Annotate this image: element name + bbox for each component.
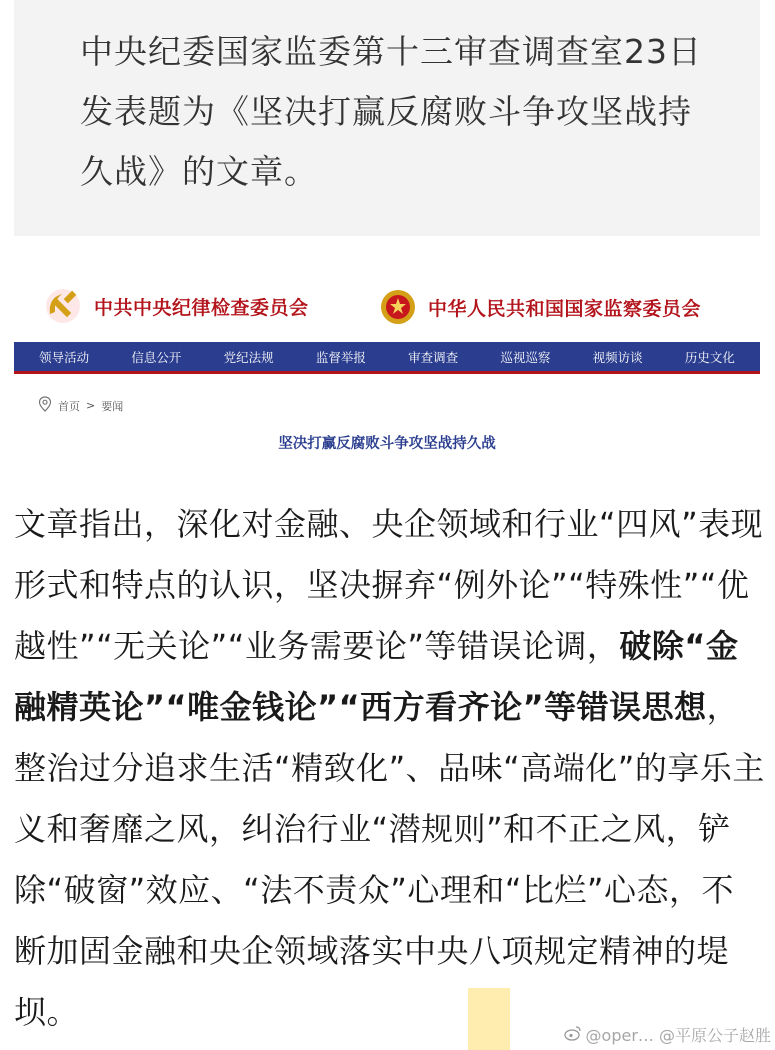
nav-item[interactable]: 视频访谈 (592, 349, 643, 365)
location-pin-icon (38, 396, 52, 415)
website-screenshot (14, 262, 760, 462)
nav-item[interactable]: 信息公开 (131, 349, 182, 365)
org-name-ccdi: 中共中央纪律检查委员会 (94, 296, 309, 319)
breadcrumb-current: 要闻 (101, 399, 124, 413)
intro-quote-block (14, 0, 760, 236)
breadcrumb-home[interactable]: 首页 (58, 399, 80, 413)
nav-item[interactable]: 领导活动 (39, 349, 90, 365)
nav-item[interactable]: 历史文化 (684, 349, 735, 365)
body-part-3: ，整治过分追求生活“精致化”、品味“高端化”的享乐主义和奢靡之风，纠治行业“潜规则”和不正之风，铲除“破窗”效应、“法不责众”心理和“比烂”心态，不断加固金融和央企领域落实中央八项规定精神的堤坝。 (14, 688, 765, 1031)
body-part-1: 文章指出，深化对金融、央企领域和行业“四风”表现形式和特点的认识，坚决摒弃“例外论”“特殊性”“优越性”“无关论”“业务需要论”等错误论调， (14, 505, 764, 665)
org-name-nsc: 中华人民共和国国家监察委员会 (428, 297, 702, 320)
body-part-bold: 破除“金融精英论”“唯金钱论”“西方看齐论”等错误思想 (14, 627, 739, 726)
breadcrumb-separator: > (86, 399, 96, 412)
article-headline: 坚决打赢反腐败斗争攻坚战持久战 (278, 436, 496, 452)
nav-item[interactable]: 巡视巡察 (500, 349, 551, 365)
watermark-text: @oper… @平原公子赵胜 (585, 1026, 771, 1045)
weibo-icon (564, 1025, 582, 1045)
article-body (14, 494, 766, 1043)
watermark (564, 1023, 771, 1046)
nsc-header (378, 288, 701, 326)
nav-item[interactable]: 党纪法规 (223, 349, 274, 365)
party-emblem-icon (42, 288, 84, 324)
intro-text: 中央纪委国家监委第十三审查调查室23日发表题为《坚决打赢反腐败斗争攻坚战持久战》的文章。 (80, 32, 702, 191)
nav-item[interactable]: 监督举报 (315, 349, 366, 365)
ccdi-header (42, 288, 309, 324)
nav-item[interactable]: 审查调查 (408, 349, 459, 365)
national-emblem-icon (378, 288, 418, 326)
breadcrumb (38, 396, 123, 415)
site-nav-bar (14, 342, 760, 374)
